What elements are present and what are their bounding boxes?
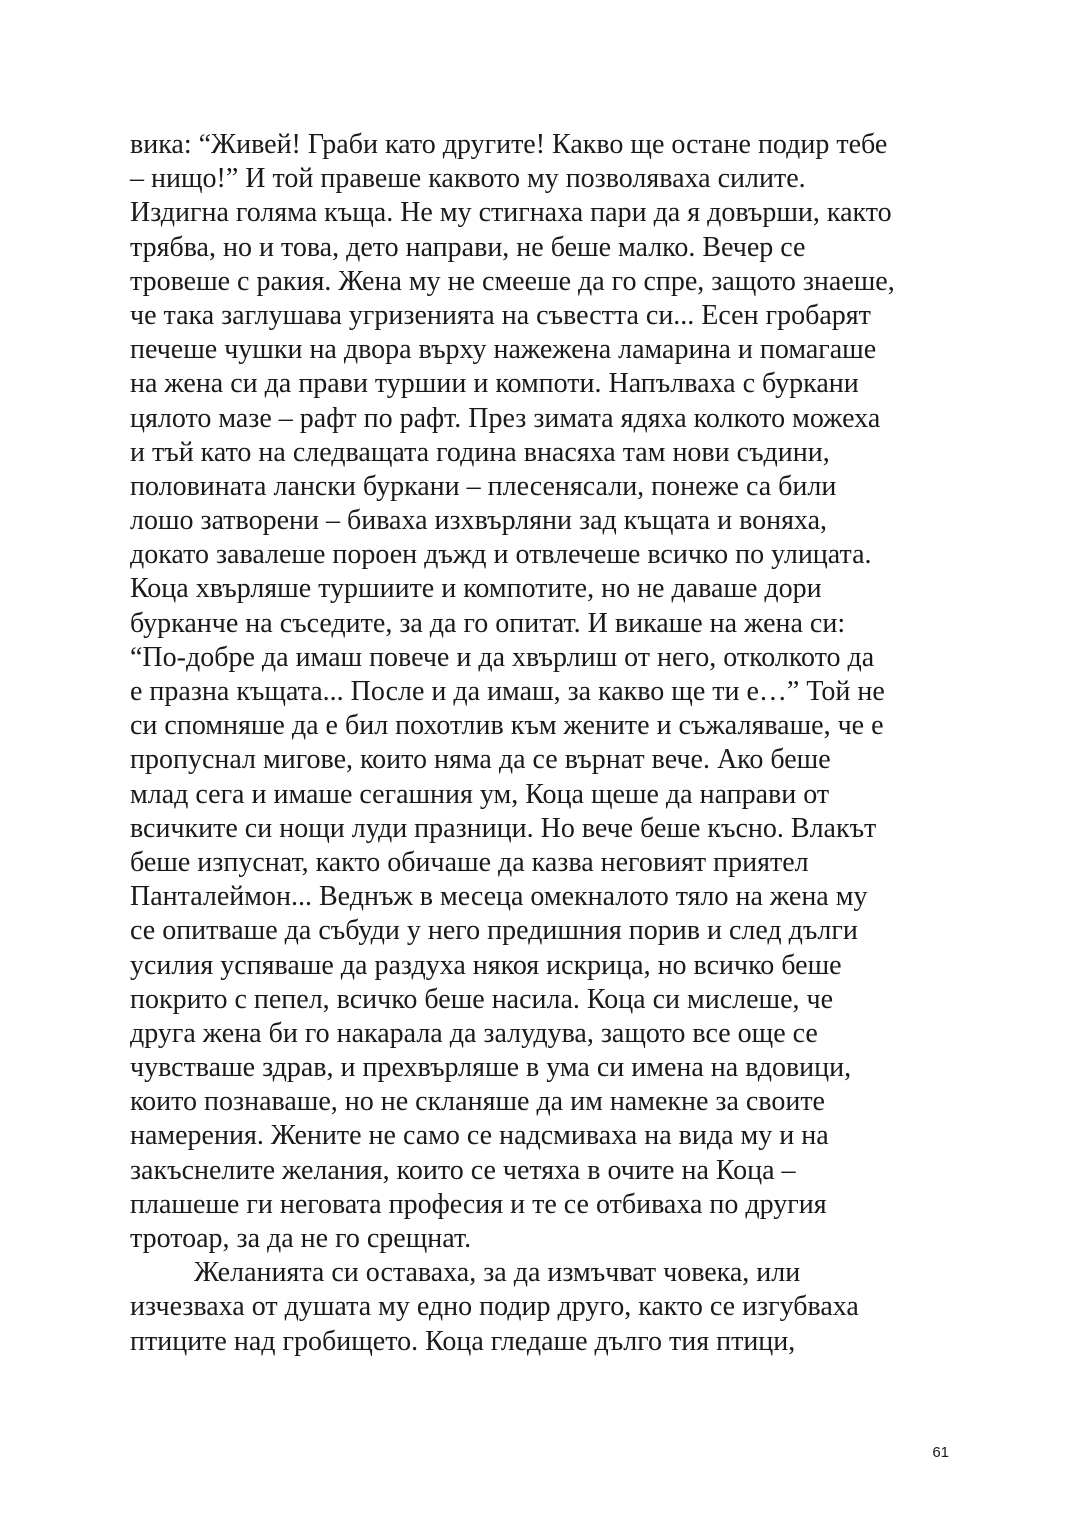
text-line: Панталеймон... Веднъж в месеца омекналото тяло на жена му xyxy=(130,881,868,913)
text-line: изчезваха от душата му едно подир друго, както се изгубваха xyxy=(130,1291,859,1323)
text-line: закъснелите желания, които се четяха в очите на Коца – xyxy=(130,1154,796,1186)
text-line: половината лански буркани – плесенясали, понеже са били xyxy=(130,470,837,502)
page-number: 61 xyxy=(932,1444,949,1461)
text-line: лошо затворени – биваха изхвърляни зад къщата и воняха, xyxy=(130,505,828,537)
text-line: цялото мазе – рафт по рафт. През зимата ядяха колкото можеха xyxy=(130,402,881,434)
text-line: птиците над гробището. Коца гледаше дълго тия птици, xyxy=(130,1325,796,1357)
text-line: Издигна голяма къща. Не му стигнаха пари да я довърши, както xyxy=(130,197,892,229)
text-line: си спомняше да е бил похотлив към жените и съжаляваше, че е xyxy=(130,710,884,742)
text-line: тротоар, за да не го срещнат. xyxy=(130,1223,472,1254)
text-line: “По-добре да имаш повече и да хвърлиш от него, отколкото да xyxy=(130,641,875,673)
text-line: пропуснал мигове, които няма да се върнат вече. Ако беше xyxy=(130,744,831,776)
text-line: покрито с пепел, всичко беше насила. Коца си мислеше, че xyxy=(130,983,834,1015)
body-text xyxy=(130,128,960,1359)
text-line: усилия успяваше да раздуха някоя искрица, но всичко беше xyxy=(130,949,842,981)
text-line: Коца хвърляше туршиите и компотите, но не даваше дори xyxy=(130,573,822,605)
text-line: намерения. Жените не само се надсмиваха на вида му и на xyxy=(130,1120,829,1152)
text-line: чувстваше здрав, и прехвърляше в ума си имена на вдовици, xyxy=(130,1052,852,1084)
text-line: се опитваше да събуди у него предишния порив и след дълги xyxy=(130,915,858,947)
text-line: и тъй като на следващата година внасяха там нови съдини, xyxy=(130,436,830,468)
text-line: беше изпуснат, както обичаше да казва неговият приятел xyxy=(130,846,809,878)
text-line: – нищо!” И той правеше каквото му позволяваха силите. xyxy=(130,163,806,195)
text-line: е празна къщата... После и да имаш, за какво ще ти е…” Той не xyxy=(130,676,885,707)
text-line: печеше чушки на двора върху нажежена ламарина и помагаше xyxy=(130,334,877,366)
text-line: бурканче на съседите, за да го опитат. И викаше на жена си: xyxy=(130,607,846,639)
text-line: млад сега и имаше сегашния ум, Коца щеше да направи от xyxy=(130,778,830,810)
text-line: тровеше с ракия. Жена му не смееше да го спре, защото знаеше, xyxy=(130,265,895,297)
paragraph-start-line: Желанията си оставаха, за да измъчват човека, или xyxy=(194,1257,801,1289)
text-line: че така заглушава угризенията на съвестта си... Есен гробарят xyxy=(130,299,871,331)
text-line: плашеше ги неговата професия и те се отбиваха по другия xyxy=(130,1188,827,1220)
text-line: докато завалеше пороен дъжд и отвлечеше всичко по улицата. xyxy=(130,539,872,571)
text-line: трябва, но и това, дето направи, не беше малко. Вечер се xyxy=(130,231,806,263)
text-line: на жена си да прави туршии и компоти. Напълваха с буркани xyxy=(130,368,859,400)
text-line: всичките си нощи луди празници. Но вече беше късно. Влакът xyxy=(130,812,877,844)
text-line: вика: “Живей! Граби като другите! Какво ще остане подир тебе xyxy=(130,129,888,160)
text-line: друга жена би го накарала да залудува, защото все още се xyxy=(130,1017,818,1049)
text-line: които познаваше, но не скланяше да им намекне за своите xyxy=(130,1086,825,1118)
